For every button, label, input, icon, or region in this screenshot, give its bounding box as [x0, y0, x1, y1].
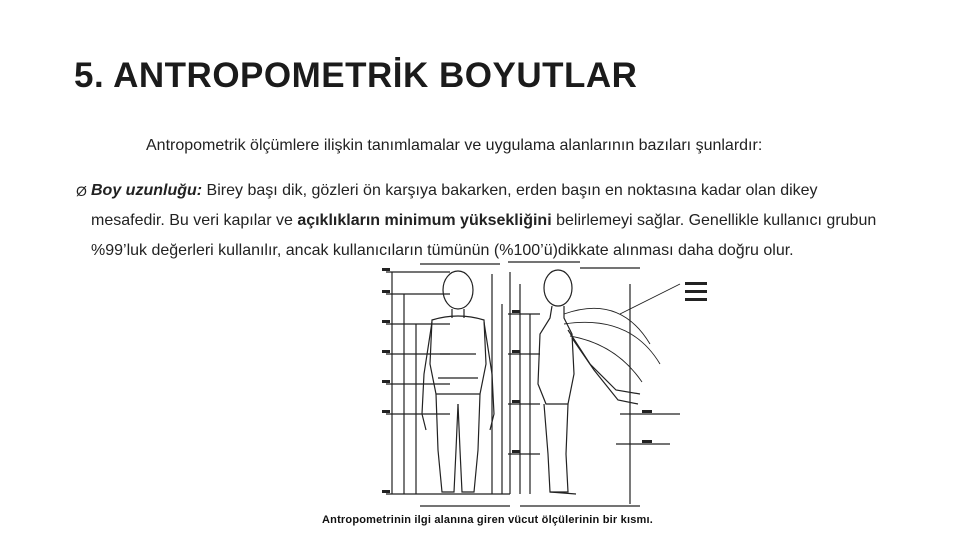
front-body-outline	[422, 271, 494, 492]
intro-text: Antropometrik ölçümlere ilişkin tanımlamalar ve uygulama alanlarının bazıları şunlardır:	[146, 137, 763, 154]
figure-caption: Antropometrinin ilgi alanına giren vücut ölçülerinin bir kısmı.	[322, 514, 654, 526]
bullet-text-after: belirlemeyi sağlar. Genellikle kullanıcı grubun %99’luk değerleri kullanılır, ancak kullanıcıların tümünün (%100’ü)dikkate alınması daha doğru olur.	[91, 212, 877, 259]
slide-title: 5. ANTROPOMETRİK BOYUTLAR	[74, 56, 638, 95]
reach-arcs	[564, 284, 680, 382]
front-dimension-lines	[386, 264, 510, 506]
measurement-ticks	[382, 268, 707, 493]
bullet-text-before: Birey başı dik, gözleri ön karşıya bakarken, erden başın en noktasına kadar olan dikey mesafedir. Bu veri kapılar ve	[91, 182, 818, 229]
bullet-term: Boy uzunluğu:	[91, 182, 203, 199]
bullet-text	[76, 176, 886, 266]
side-dimension-lines	[508, 262, 680, 506]
side-body-outline	[538, 270, 640, 494]
bullet-emphasis: açıklıkların minimum yüksekliğini	[297, 212, 552, 229]
anthropometric-figure	[380, 254, 800, 518]
bullet-arrow-icon: Ø	[76, 183, 87, 199]
bullet-item	[76, 176, 886, 266]
